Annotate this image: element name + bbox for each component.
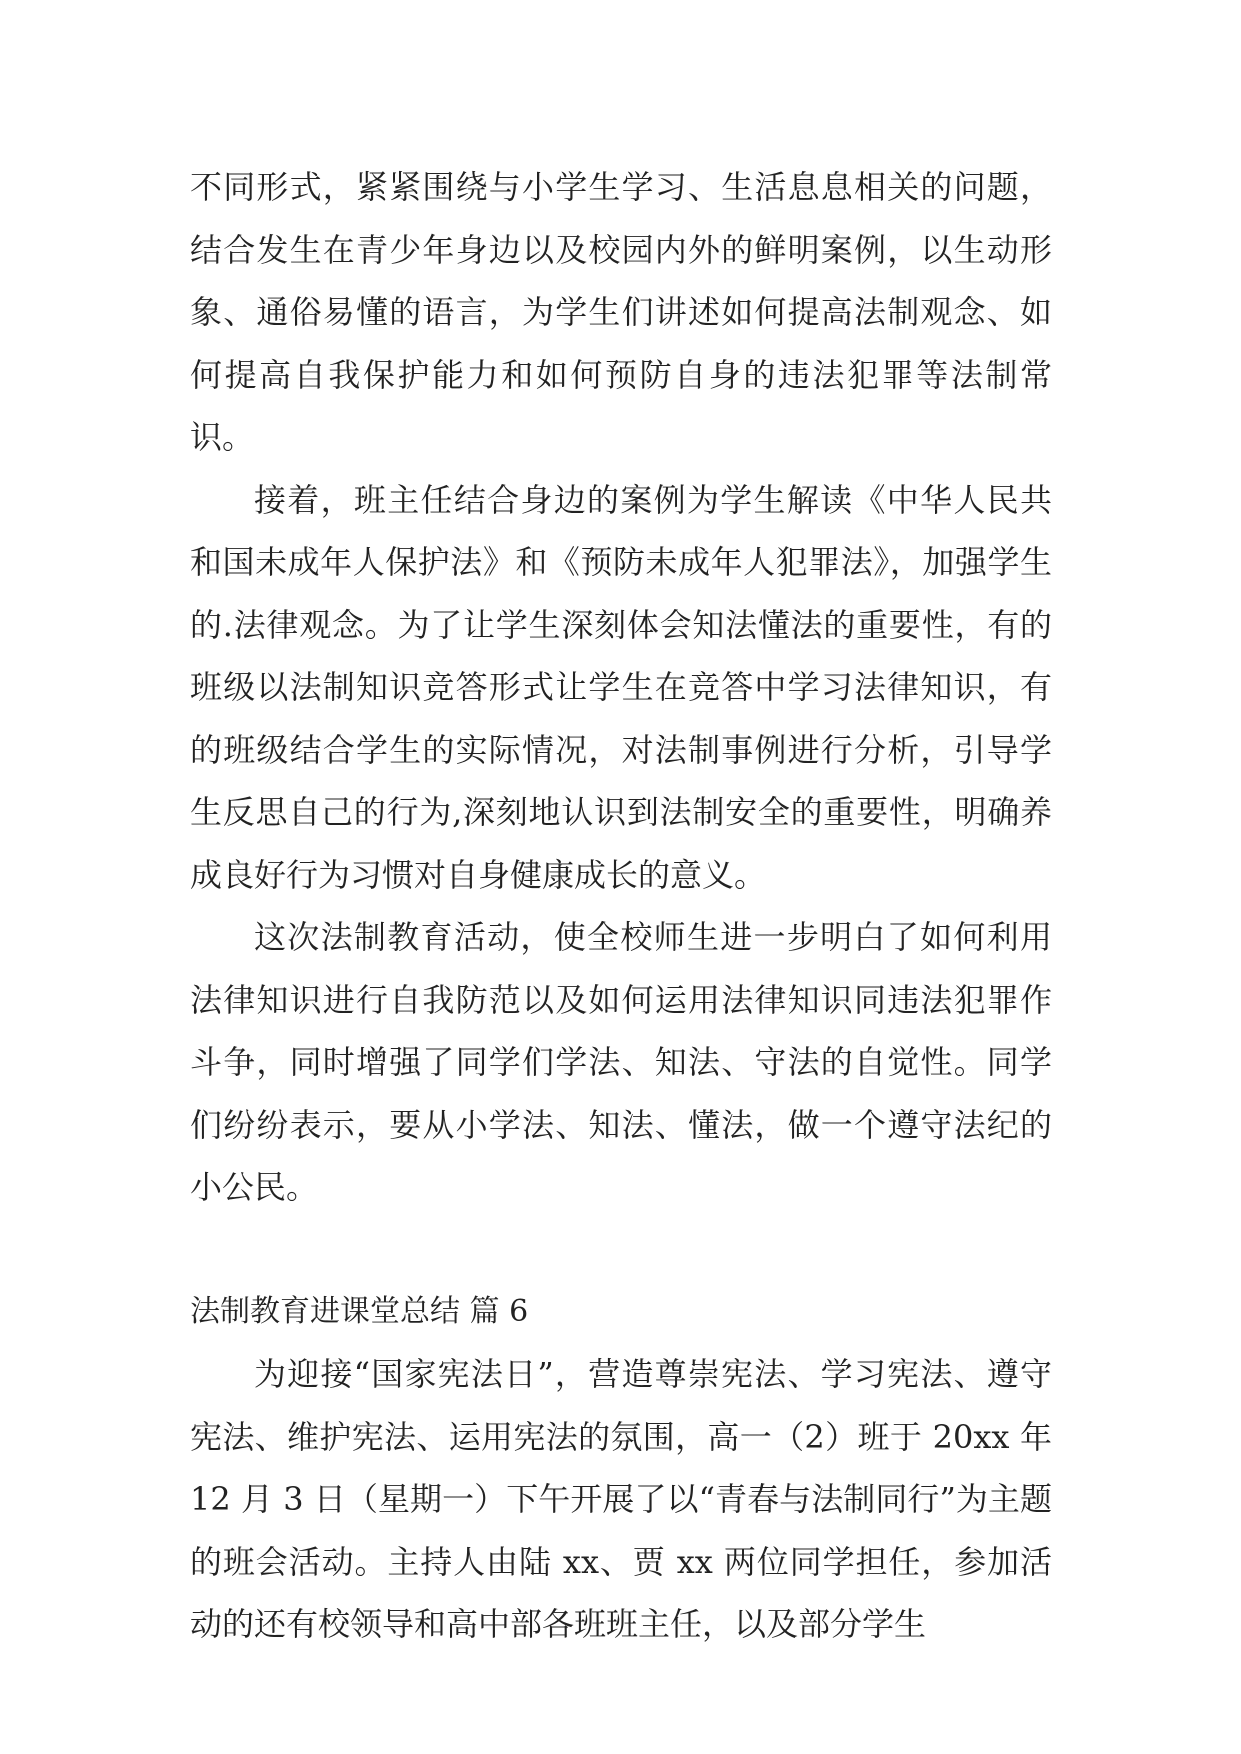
paragraph-class-teacher: 接着，班主任结合身边的案例为学生解读《中华人民共和国未成年人保护法》和《预防未成年人犯罪法》，加强学生的.法律观念。为了让学生深刻体会知法懂法的重要性，有的班级以法制知识竞答形式让学生在竞答中学习法律知识，有的班级结合学生的实际情况，对法制事例进行分析，引导学生反思自己的行为,深刻地认识到法制安全的重要性，明确养成良好行为习惯对自身健康成长的意义。 xyxy=(190,480,1052,894)
paragraph-activity-summary: 这次法制教育活动，使全校师生进一步明白了如何利用法律知识进行自我防范以及如何运用法律知识同违法犯罪作斗争，同时增强了同学们学法、知法、守法的自觉性。同学们纷纷表示，要从小学法、知法、懂法，做一个遵守法纪的小公民。 xyxy=(190,918,1052,1206)
section-spacer xyxy=(190,1219,1052,1281)
paragraph-constitution-day: 为迎接“国家宪法日”，营造尊崇宪法、学习宪法、遵守宪法、维护宪法、运用宪法的氛围，高一（2）班于 20xx 年 12 月 3 日（星期一）下午开展了以“青春与法制同行”为主题的班会活动。主持人由陆 xx、贾 xx 两位同学担任，参加活动的还有校领导和高中部各班班主任，以及部分学生 xyxy=(190,1355,1052,1643)
section-heading: 法制教育进课堂总结 篇 6 xyxy=(190,1293,529,1329)
document-body xyxy=(190,156,1052,1656)
paragraph-continued: 不同形式，紧紧围绕与小学生学习、生活息息相关的问题，结合发生在青少年身边以及校园内外的鲜明案例，以生动形象、通俗易懂的语言，为学生们讲述如何提高法制观念、如何提高自我保护能力和如何预防自身的违法犯罪等法制常识。 xyxy=(190,168,1052,456)
